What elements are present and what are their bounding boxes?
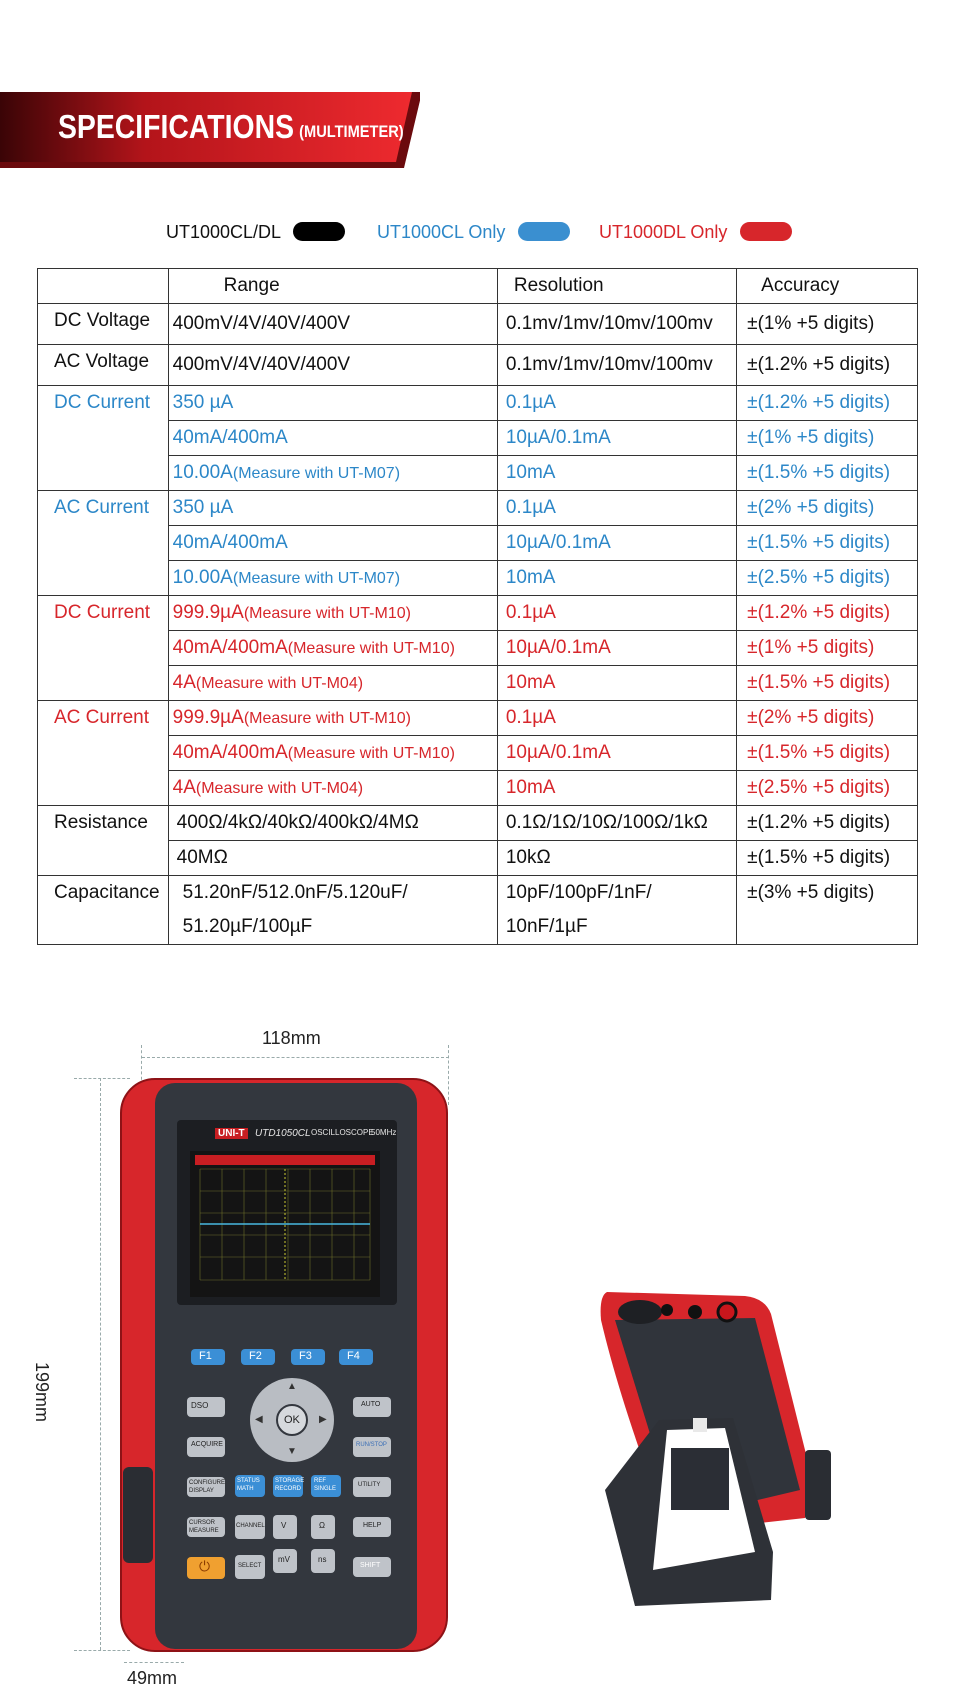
table-row (38, 806, 918, 841)
bandwidth-label: 50MHz (371, 1128, 397, 1137)
table-row (38, 491, 918, 526)
ohm-button[interactable]: Ω (319, 1521, 325, 1530)
range-cell (168, 304, 497, 345)
table-row (38, 596, 918, 631)
accuracy-cell: ±(1.5% +5 digits) (737, 666, 918, 701)
range-cell (168, 526, 497, 561)
table-header-row (38, 269, 918, 304)
device-type-label: OSCILLOSCOPE (311, 1128, 374, 1137)
range-value: 999.9µA (172, 602, 244, 623)
table-row (38, 631, 918, 666)
acquire-button[interactable]: ACQUIRE (191, 1441, 223, 1448)
depth-dimension-line (124, 1662, 184, 1663)
depth-dimension-label: 49mm (127, 1668, 178, 1688)
table-row (38, 841, 918, 876)
mv-button[interactable]: mV (278, 1555, 290, 1564)
dpad-up-icon[interactable]: ▲ (287, 1381, 297, 1392)
range-note: (Measure with UT-M10) (243, 710, 411, 727)
model-label: UTD1050CL (255, 1128, 311, 1139)
resolution-cell: 10µA/0.1mA (497, 631, 736, 666)
table-row (38, 701, 918, 736)
legend-swatch-red (740, 222, 792, 241)
range-value: 40mA/400mA (172, 427, 288, 448)
accuracy-cell: ±(3% +5 digits) (737, 876, 918, 911)
legend-item-cl (377, 222, 570, 243)
range-value: 400mV/4V/40V/400V (172, 354, 351, 375)
oscilloscope-front-image (115, 1075, 455, 1655)
oscilloscope-rear-image (595, 1290, 875, 1610)
range-cell (168, 345, 497, 386)
range-value: 10.00A (172, 567, 233, 588)
legend-swatch-blue (518, 222, 570, 241)
help-button[interactable]: HELP (363, 1522, 382, 1529)
range-note: (Measure with UT-M07) (232, 465, 401, 482)
resolution-cell: 0.1µA (497, 596, 736, 631)
resolution-cell: 10µA/0.1mA (497, 421, 736, 456)
resolution-cell: 0.1µA (497, 386, 736, 421)
resolution-cell: 10mA (497, 666, 736, 701)
channel-button[interactable]: CHANNEL (236, 1523, 265, 1529)
range-note: (Measure with UT-M10) (287, 640, 455, 657)
row-label: AC Current (38, 491, 169, 596)
range-value: 40mA/400mA (172, 637, 288, 658)
table-row (38, 771, 918, 806)
range-value: 40mA/400mA (172, 532, 288, 553)
legend-label-cl: UT1000CL Only (377, 222, 506, 242)
range-value: 10.00A (172, 462, 233, 483)
accuracy-cell: ±(1.2% +5 digits) (737, 596, 918, 631)
math-button[interactable]: STATUS MATH (237, 1478, 260, 1492)
height-dimension-line (100, 1078, 101, 1650)
resolution-cell: 0.1Ω/1Ω/10Ω/100Ω/1kΩ (497, 806, 736, 841)
header-range: Range (168, 269, 497, 304)
accuracy-cell: ±(2.5% +5 digits) (737, 771, 918, 806)
power-icon[interactable]: ⏻ (199, 1558, 211, 1574)
range-cell (168, 491, 497, 526)
row-label: AC Current (38, 701, 169, 806)
dso-button[interactable]: DSO (191, 1401, 209, 1410)
header-resolution: Resolution (497, 269, 736, 304)
resolution-cell: 0.1µA (497, 701, 736, 736)
section-banner (0, 92, 420, 168)
resolution-cell: 10pF/100pF/1nF/ (497, 876, 736, 911)
header-accuracy: Accuracy (737, 269, 918, 304)
accuracy-cell: ±(1.5% +5 digits) (737, 456, 918, 491)
range-cell (168, 876, 497, 911)
range-cell (168, 806, 497, 841)
banner-title (58, 108, 404, 146)
legend-item-all (166, 222, 345, 243)
single-button[interactable]: REF SINGLE (314, 1478, 337, 1492)
oscilloscope-front-drawing (115, 1075, 455, 1655)
f4-button[interactable]: F4 (347, 1350, 360, 1362)
range-note: (Measure with UT-M04) (195, 675, 364, 692)
range-value: 51.20nF/512.0nF/5.120uF/ (182, 882, 408, 903)
range-cell (168, 421, 497, 456)
resolution-cell: 10mA (497, 456, 736, 491)
volt-button[interactable]: V (281, 1521, 287, 1530)
resolution-cell: 0.1mv/1mv/10mv/100mv (497, 345, 736, 386)
resolution-cell: 10mA (497, 771, 736, 806)
table-row (38, 910, 918, 945)
range-cell (168, 631, 497, 666)
f3-button[interactable]: F3 (299, 1350, 312, 1362)
table-row (38, 526, 918, 561)
resolution-cell: 10µA/0.1mA (497, 736, 736, 771)
range-note: (Measure with UT-M04) (195, 780, 364, 797)
accuracy-cell: ±(2.5% +5 digits) (737, 561, 918, 596)
measure-button[interactable]: CURSOR MEASURE (189, 1520, 219, 1534)
accuracy-cell: ±(1.5% +5 digits) (737, 526, 918, 561)
range-value: 40mA/400mA (172, 742, 288, 763)
range-note: (Measure with UT-M10) (287, 745, 455, 762)
range-cell (168, 701, 497, 736)
accuracy-cell: ±(1% +5 digits) (737, 304, 918, 345)
accuracy-cell: ±(1% +5 digits) (737, 421, 918, 456)
range-value: 4A (172, 672, 196, 693)
resolution-cell: 0.1µA (497, 491, 736, 526)
range-value: 999.9µA (172, 707, 244, 728)
accuracy-cell: ±(1.5% +5 digits) (737, 736, 918, 771)
range-cell (168, 561, 497, 596)
row-label: Capacitance (38, 876, 169, 945)
dpad-left-icon[interactable]: ◀ (255, 1414, 263, 1425)
display-button[interactable]: CONFIGURE DISPLAY (189, 1480, 225, 1494)
utility-button[interactable]: UTILITY (358, 1482, 381, 1488)
f1-button[interactable]: F1 (199, 1350, 212, 1362)
row-label: AC Voltage (38, 345, 169, 386)
brand-label: UNI-T (215, 1128, 248, 1139)
resolution-cell: 10nF/1µF (497, 910, 736, 945)
height-dimension-label: 199mm (32, 1362, 52, 1423)
range-value: 4A (172, 777, 196, 798)
range-cell (168, 666, 497, 701)
table-row (38, 345, 918, 386)
row-label: DC Current (38, 386, 169, 491)
shift-button[interactable]: SHIFT (360, 1562, 381, 1569)
range-value: 400mV/4V/40V/400V (172, 313, 351, 334)
run-stop-button[interactable]: RUN/STOP (356, 1442, 387, 1448)
legend-label-all: UT1000CL/DL (166, 222, 281, 242)
range-cell (168, 841, 497, 876)
accuracy-cell: ±(1.5% +5 digits) (737, 841, 918, 876)
auto-button[interactable]: AUTO (361, 1401, 381, 1408)
dpad-down-icon[interactable]: ▼ (287, 1446, 297, 1457)
ns-button[interactable]: ns (318, 1555, 327, 1564)
legend-swatch-black (293, 222, 345, 241)
width-dimension-label: 118mm (262, 1028, 321, 1048)
oscilloscope-rear-drawing (595, 1290, 875, 1610)
spec-table (37, 268, 918, 945)
accuracy-cell: ±(1.2% +5 digits) (737, 386, 918, 421)
row-label: Resistance (38, 806, 169, 876)
range-cell (168, 456, 497, 491)
table-row (38, 666, 918, 701)
range-cell (168, 771, 497, 806)
legend-label-dl: UT1000DL Only (599, 222, 728, 242)
table-row (38, 876, 918, 911)
row-label: DC Current (38, 596, 169, 701)
banner-title-text: SPECIFICATIONS (58, 108, 295, 145)
range-note: (Measure with UT-M10) (243, 605, 411, 622)
range-value: 350 µA (172, 392, 234, 413)
table-row (38, 421, 918, 456)
range-value: 350 µA (172, 497, 234, 518)
header-cell-empty (38, 269, 169, 304)
accuracy-cell: ±(2% +5 digits) (737, 491, 918, 526)
width-dimension-line (142, 1057, 449, 1058)
resolution-cell: 10mA (497, 561, 736, 596)
resolution-cell: 0.1mv/1mv/10mv/100mv (497, 304, 736, 345)
table-row (38, 561, 918, 596)
banner-subtitle: (MULTIMETER) (299, 122, 404, 141)
record-button[interactable]: STORAGE RECORD (275, 1478, 305, 1492)
accuracy-cell: ±(2% +5 digits) (737, 701, 918, 736)
accuracy-cell (737, 910, 918, 945)
range-cell (168, 736, 497, 771)
accuracy-cell: ±(1.2% +5 digits) (737, 345, 918, 386)
accuracy-cell: ±(1% +5 digits) (737, 631, 918, 666)
select-button[interactable]: SELECT (238, 1563, 262, 1569)
dpad-right-icon[interactable]: ▶ (319, 1414, 327, 1425)
range-value: 40MΩ (176, 847, 228, 868)
table-row (38, 304, 918, 345)
row-label: DC Voltage (38, 304, 169, 345)
range-note: (Measure with UT-M07) (232, 570, 401, 587)
table-row (38, 386, 918, 421)
ok-button[interactable]: OK (284, 1414, 300, 1426)
table-row (38, 736, 918, 771)
range-value: 51.20µF/100µF (182, 916, 313, 937)
legend-item-dl (599, 222, 792, 243)
range-cell (168, 386, 497, 421)
f2-button[interactable]: F2 (249, 1350, 262, 1362)
range-cell (168, 596, 497, 631)
range-value: 400Ω/4kΩ/40kΩ/400kΩ/4MΩ (176, 812, 419, 833)
table-row (38, 456, 918, 491)
accuracy-cell: ±(1.2% +5 digits) (737, 806, 918, 841)
range-cell (168, 910, 497, 945)
resolution-cell: 10µA/0.1mA (497, 526, 736, 561)
resolution-cell: 10kΩ (497, 841, 736, 876)
